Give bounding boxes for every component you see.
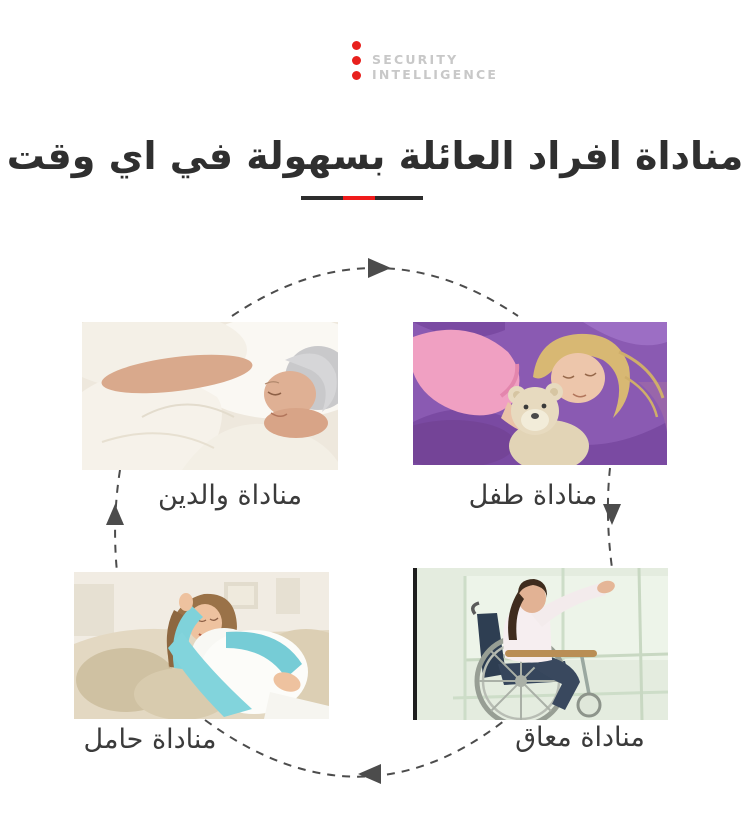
- brand-name-line1: SECURITY: [372, 52, 459, 67]
- logo-dot-icon: [352, 41, 361, 50]
- flow-arc-top: [232, 268, 518, 316]
- photo-wheelchair-user: [413, 568, 668, 720]
- arrow-left-icon: [358, 764, 381, 784]
- woman-in-wheelchair-image: [413, 568, 668, 720]
- photo-sleeping-child: [413, 322, 667, 465]
- label-parents: مناداة والدين: [157, 480, 303, 511]
- girl-sleeping-with-teddy-image: [413, 322, 667, 465]
- title-divider: [301, 196, 423, 200]
- brand-name: [372, 52, 498, 82]
- pregnant-woman-on-sofa-image: [74, 572, 329, 719]
- logo-dot-icon: [352, 56, 361, 65]
- photo-elderly-parent: [82, 322, 338, 470]
- logo-dot-icon: [352, 71, 361, 80]
- divider-red-segment: [343, 196, 375, 200]
- divider-dark-segment: [375, 196, 423, 200]
- logo-dots-icon: [352, 41, 361, 80]
- photo-pregnant-woman: [74, 572, 329, 719]
- brand-logo: [352, 41, 498, 82]
- divider-dark-segment: [301, 196, 343, 200]
- arrow-right-icon: [368, 258, 391, 278]
- label-pregnant: مناداة حامل: [83, 724, 217, 755]
- elderly-woman-sleeping-image: [82, 322, 338, 470]
- page-title: مناداة افراد العائلة بسهولة في اي وقت: [6, 134, 744, 179]
- label-disabled: مناداة معاق: [515, 722, 645, 753]
- label-child: مناداة طفل: [468, 480, 598, 511]
- brand-name-line2: INTELLIGENCE: [372, 67, 499, 82]
